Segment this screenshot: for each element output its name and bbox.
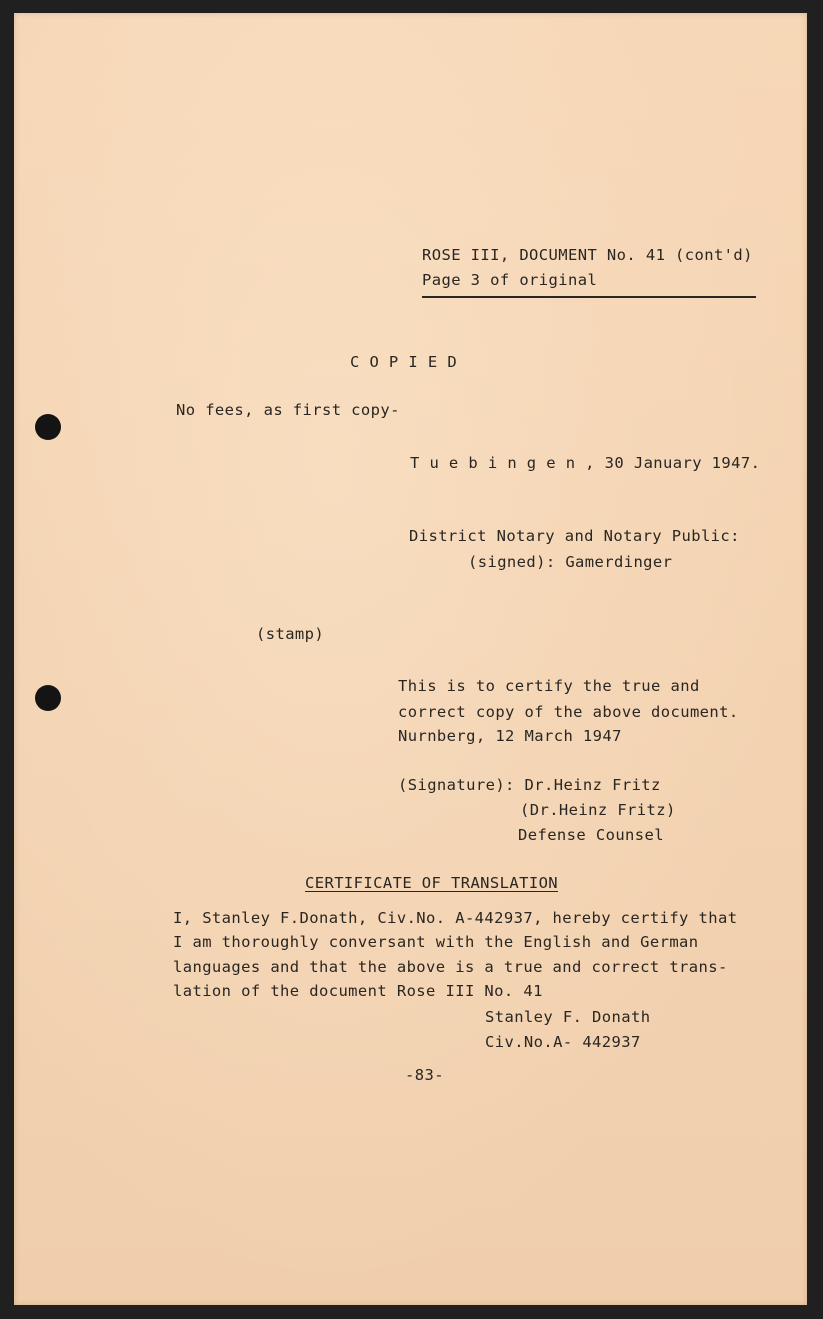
header-underline bbox=[422, 296, 756, 298]
document-reference: ROSE III, DOCUMENT No. 41 (cont'd) bbox=[422, 246, 753, 264]
fees-note: No fees, as first copy- bbox=[176, 401, 400, 419]
paper-sheet bbox=[14, 13, 807, 1305]
place-date: T u e b i n g e n , 30 January 1947. bbox=[410, 454, 761, 472]
punch-hole-top bbox=[35, 414, 61, 440]
certification-signature: (Signature): Dr.Heinz Fritz bbox=[398, 776, 661, 794]
translation-heading: CERTIFICATE OF TRANSLATION bbox=[305, 874, 559, 892]
certification-line-1: This is to certify the true and bbox=[398, 677, 700, 695]
punch-hole-bottom bbox=[35, 685, 61, 711]
notary-title: District Notary and Notary Public: bbox=[409, 527, 740, 545]
translation-line-2: I am thoroughly conversant with the English and German bbox=[173, 933, 699, 951]
copied-label: C O P I E D bbox=[350, 353, 458, 371]
translation-line-1: I, Stanley F.Donath, Civ.No. A-442937, hereby certify that bbox=[173, 909, 738, 927]
certification-role: Defense Counsel bbox=[518, 826, 664, 844]
translator-name: Stanley F. Donath bbox=[485, 1008, 651, 1026]
certification-name: (Dr.Heinz Fritz) bbox=[520, 801, 676, 819]
notary-signed: (signed): Gamerdinger bbox=[468, 553, 673, 571]
certification-line-3: Nurnberg, 12 March 1947 bbox=[398, 727, 622, 745]
stamp-note: (stamp) bbox=[256, 625, 325, 643]
translation-line-3: languages and that the above is a true and correct trans- bbox=[173, 958, 728, 976]
certification-line-2: correct copy of the above document. bbox=[398, 703, 739, 721]
page-reference: Page 3 of original bbox=[422, 271, 598, 289]
translator-civ-no: Civ.No.A- 442937 bbox=[485, 1033, 641, 1051]
page-number: -83- bbox=[405, 1066, 444, 1084]
translation-line-4: lation of the document Rose III No. 41 bbox=[173, 982, 543, 1000]
